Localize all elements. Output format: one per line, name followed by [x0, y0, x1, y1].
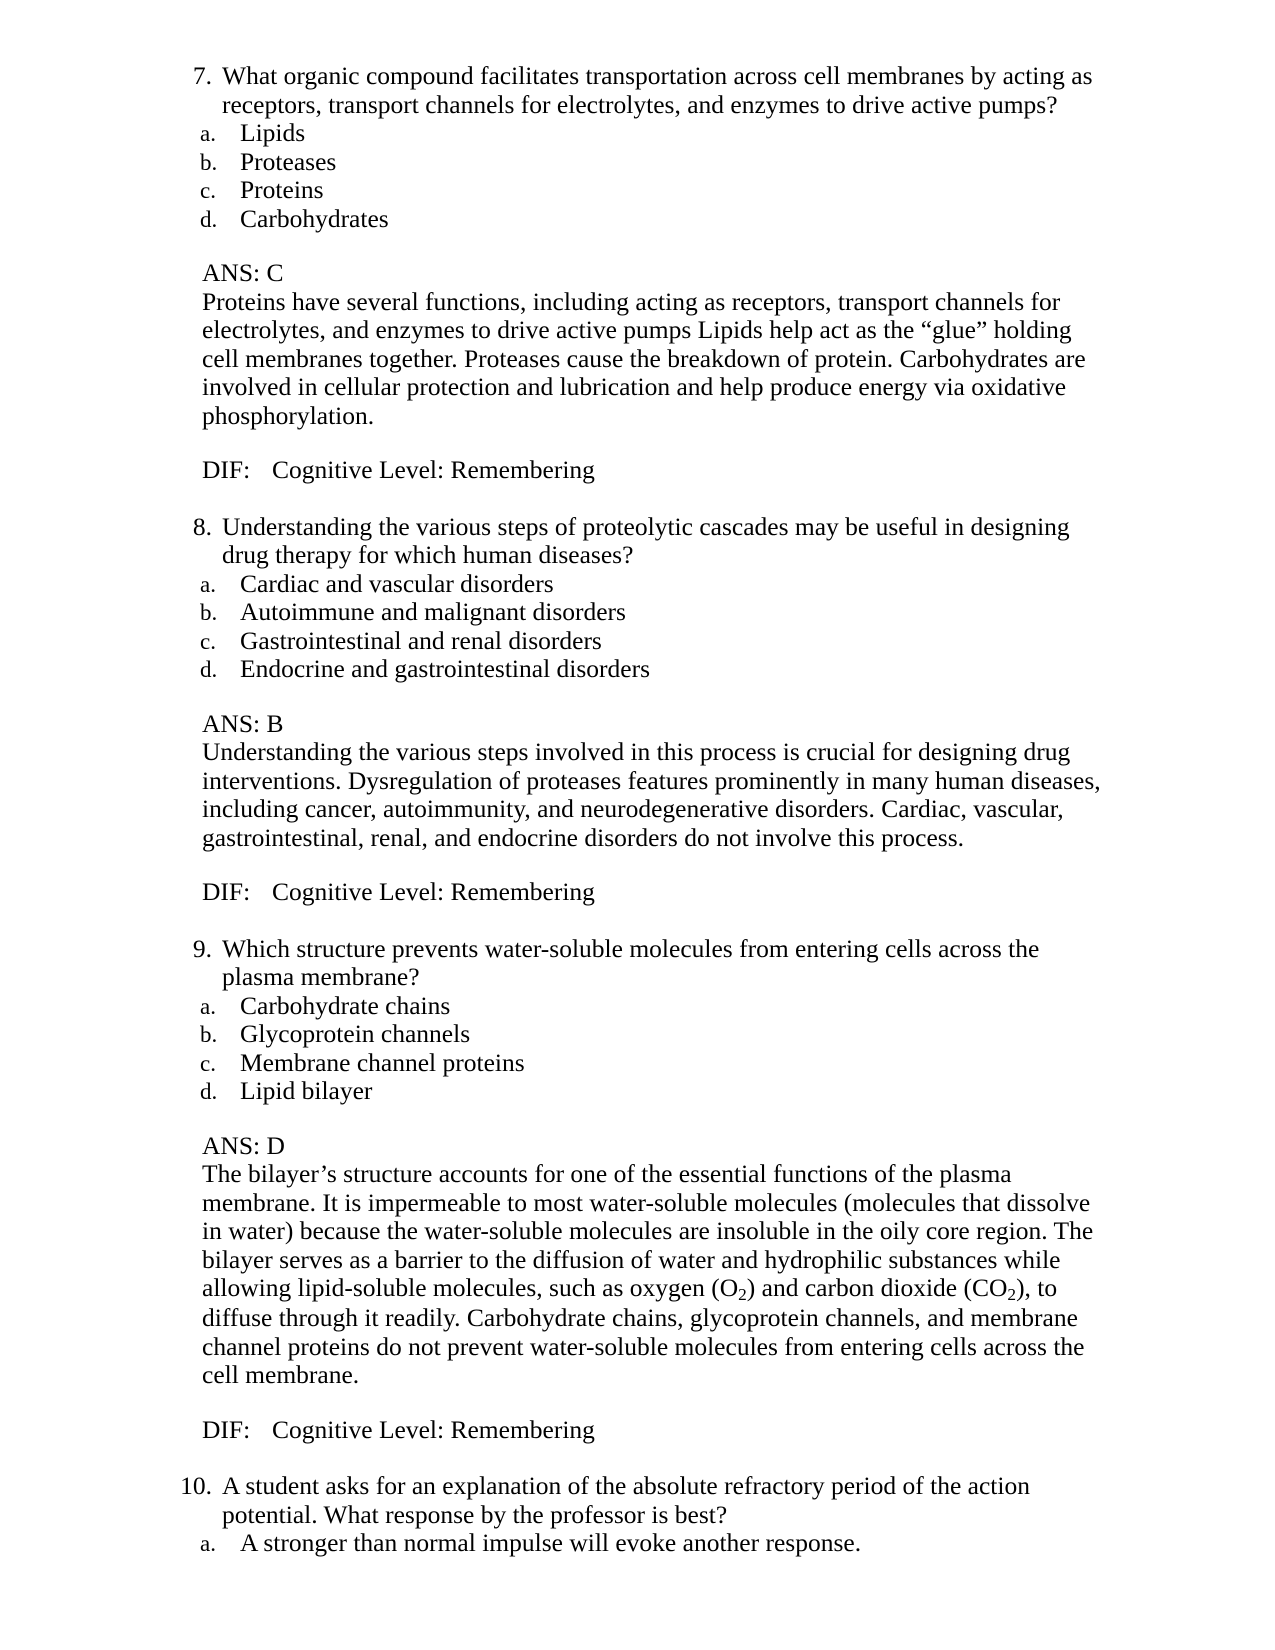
dif-row [202, 456, 1105, 485]
option-text: Glycoprotein channels [240, 1019, 471, 1048]
question-stem: Which structure prevents water-soluble molecules from entering cells across the plasma membrane? [222, 933, 1040, 991]
question-number: 8. [192, 511, 212, 541]
option-item[interactable] [178, 148, 1105, 177]
dif-value: Cognitive Level: Remembering [272, 455, 595, 484]
option-item[interactable] [178, 176, 1105, 205]
subscript-oxygen: 2 [738, 1284, 747, 1304]
option-item[interactable] [178, 598, 1105, 627]
question-stem-row [178, 935, 1105, 992]
option-letter: d. [200, 1079, 218, 1104]
question-block-7 [178, 62, 1105, 485]
answer-options-list [178, 1529, 1105, 1558]
dif-label: DIF: [202, 877, 251, 906]
option-letter: a. [200, 571, 216, 597]
answer-block [202, 259, 1105, 430]
option-letter: a. [200, 993, 216, 1019]
option-item[interactable] [178, 1529, 1105, 1558]
answer-rationale: Understanding the various steps involved in this process is crucial for designing drug interventions. Dysregulation of proteases features prominently in many human diseases, including cancer, autoimmunity, and neurodegenerative disorders. Cardiac, vascular, gastrointestinal, renal, and endocrine disorders do not involve this process. [202, 737, 1101, 852]
answer-options-list [178, 570, 1105, 684]
option-text: A stronger than normal impulse will evoke another response. [240, 1528, 862, 1558]
dif-label: DIF: [202, 1414, 251, 1444]
option-text: Carbohydrate chains [240, 990, 451, 1020]
block-spacer [178, 1444, 1105, 1472]
option-text: Gastrointestinal and renal disorders [240, 625, 602, 655]
option-text: Carbohydrates [240, 203, 389, 233]
option-letter: c. [200, 178, 216, 203]
answer-rationale [202, 1160, 1105, 1390]
answer-rationale: Proteins have several functions, including acting as receptors, transport channels for electrolytes, and enzymes to drive active pumps Lipids help act as the “glue” holding cell membranes together. Proteases cause the breakdown of protein. Carbohydrates are involved in cellular protection and lubrication and help produce energy via oxidative phosphorylation. [202, 286, 1086, 430]
answer-key: ANS: B [202, 708, 284, 738]
option-item[interactable] [178, 1020, 1105, 1049]
rationale-segment: The bilayer’s structure accounts for one of the essential functions of the plasma membrane. It is impermeable to most water-soluble molecules (molecules that dissolve in water) because the water-soluble molecules are insoluble in the oily core region. The bilayer serves as a barrier to the diffusion of water and hydrophilic substances while allowing lipid-soluble molecules, such as oxygen (O [202, 1159, 1094, 1302]
option-letter: b. [200, 149, 218, 175]
dif-row [202, 1416, 1105, 1445]
answer-block [202, 1132, 1105, 1390]
question-number: 9. [192, 933, 212, 963]
rationale-segment: ) and carbon dioxide (CO [746, 1273, 1008, 1302]
block-spacer [178, 485, 1105, 513]
option-item[interactable] [178, 119, 1105, 148]
subscript-carbon-dioxide: 2 [1007, 1284, 1017, 1304]
question-block-8 [178, 513, 1105, 907]
question-block-9 [178, 935, 1105, 1445]
option-item[interactable] [178, 570, 1105, 599]
option-item[interactable] [178, 655, 1105, 684]
block-spacer [178, 907, 1105, 935]
option-letter: c. [200, 1050, 216, 1076]
answer-options-list [178, 992, 1105, 1106]
option-item[interactable] [178, 1049, 1105, 1078]
answer-key: ANS: D [202, 1130, 285, 1160]
answer-block [202, 710, 1105, 853]
dif-row [202, 878, 1105, 907]
question-stem-row [178, 62, 1105, 119]
option-text: Lipid bilayer [240, 1076, 373, 1105]
question-number: 10. [180, 1471, 212, 1501]
option-letter: c. [200, 628, 216, 654]
question-stem: A student asks for an explanation of the absolute refractory period of the action potential. What response by the professor is best? [222, 1471, 1030, 1529]
option-item[interactable] [178, 205, 1105, 234]
dif-label: DIF: [202, 455, 251, 484]
option-text: Cardiac and vascular disorders [240, 568, 554, 598]
question-stem: What organic compound facilitates transportation across cell membranes by acting as receptors, transport channels for electrolytes, and enzymes to drive active pumps? [222, 61, 1093, 119]
option-text: Proteases [240, 146, 337, 176]
option-letter: d. [200, 206, 218, 232]
question-block-10 [178, 1472, 1105, 1558]
question-stem-row [178, 513, 1105, 570]
answer-options-list [178, 119, 1105, 233]
option-letter: a. [200, 1531, 216, 1557]
option-text: Autoimmune and malignant disorders [240, 597, 626, 626]
option-letter: b. [200, 1022, 218, 1047]
option-item[interactable] [178, 992, 1105, 1021]
option-item[interactable] [178, 627, 1105, 656]
option-letter: d. [200, 657, 218, 682]
rationale-segment: ), to diffuse through it readily. Carbohydrate chains, glycoprotein channels, and membrane channel proteins do not prevent water-soluble molecules from entering cells across the cell membrane. [202, 1273, 1085, 1390]
option-text: Endocrine and gastrointestinal disorders [240, 654, 651, 683]
option-letter: a. [200, 121, 216, 146]
question-stem: Understanding the various steps of proteolytic cascades may be useful in designing drug therapy for which human diseases? [222, 511, 1070, 569]
option-text: Membrane channel proteins [240, 1047, 525, 1077]
question-stem-row [178, 1472, 1105, 1529]
option-text: Lipids [240, 118, 306, 147]
answer-key: ANS: C [202, 258, 284, 287]
dif-value: Cognitive Level: Remembering [272, 877, 595, 906]
option-text: Proteins [240, 175, 324, 204]
dif-value: Cognitive Level: Remembering [272, 1414, 595, 1444]
document-body [178, 62, 1105, 1558]
question-number: 7. [192, 61, 212, 90]
option-item[interactable] [178, 1077, 1105, 1106]
option-letter: b. [200, 600, 218, 625]
